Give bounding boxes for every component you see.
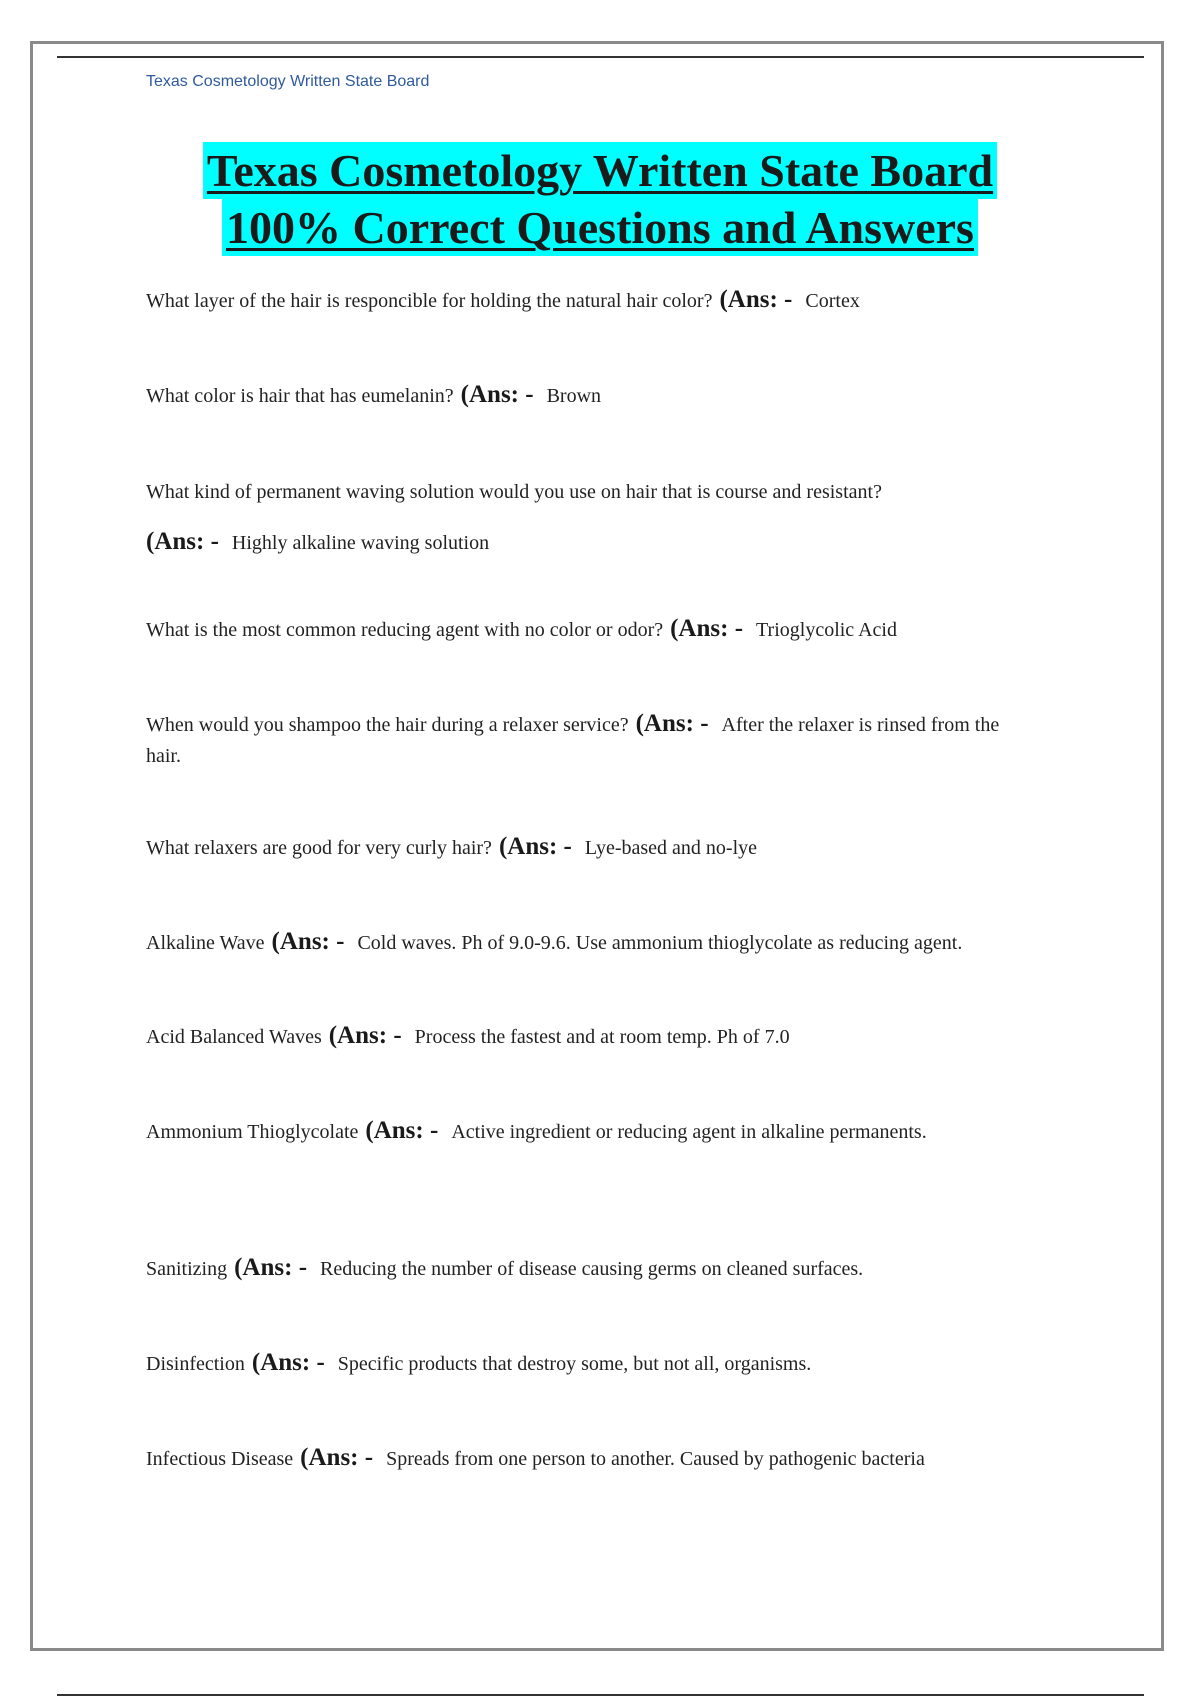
title-line-1: Texas Cosmetology Written State Board xyxy=(203,142,997,199)
answer-text: Specific products that destroy some, but not all, organisms. xyxy=(337,1353,812,1375)
question-text: Infectious Disease xyxy=(146,1448,294,1470)
qa-item xyxy=(146,1252,1066,1285)
qa-item xyxy=(146,379,1066,412)
qa-item xyxy=(146,1020,1066,1053)
answer-text: After the relaxer is rinsed from the hair. xyxy=(146,714,1000,767)
title-line-2: 100% Correct Questions and Answers xyxy=(222,199,978,256)
answer-text: Active ingredient or reducing agent in alkaline permanents. xyxy=(451,1121,927,1143)
answer-label: (Ans: - xyxy=(146,528,219,555)
qa-item xyxy=(146,1347,1066,1380)
qa-item xyxy=(146,708,1026,772)
question-text: Disinfection xyxy=(146,1353,245,1375)
header-rule xyxy=(57,56,1144,58)
question-text: Alkaline Wave xyxy=(146,932,265,954)
answer-label: (Ans: - xyxy=(635,710,709,737)
qa-item xyxy=(146,831,1066,864)
answer-label: (Ans: - xyxy=(234,1254,308,1281)
qa-item xyxy=(146,468,1066,568)
footer-rule xyxy=(57,1694,1144,1696)
answer-label: (Ans: - xyxy=(460,381,534,408)
question-text: What color is hair that has eumelanin? xyxy=(146,385,454,407)
answer-label: (Ans: - xyxy=(300,1444,374,1471)
answer-label: (Ans: - xyxy=(328,1022,402,1049)
answer-text: Trioglycolic Acid xyxy=(756,619,897,641)
answer-label: (Ans: - xyxy=(251,1349,325,1376)
answer-text: Lye-based and no-lye xyxy=(584,837,758,859)
qa-item xyxy=(146,1442,1066,1475)
answer-label: (Ans: - xyxy=(719,286,793,313)
answer-label: (Ans: - xyxy=(670,615,744,642)
qa-item xyxy=(146,284,1066,317)
question-text: What layer of the hair is responcible for holding the natural hair color? xyxy=(146,290,713,312)
answer-text: Reducing the number of disease causing germs on cleaned surfaces. xyxy=(320,1258,864,1280)
document-title xyxy=(60,142,1140,256)
question-text: Ammonium Thioglycolate xyxy=(146,1121,359,1143)
question-text: What kind of permanent waving solution would you use on hair that is course and resistant? xyxy=(146,481,882,503)
qa-item xyxy=(146,1115,1066,1148)
answer-text: Process the fastest and at room temp. Ph of 7.0 xyxy=(414,1026,790,1048)
answer-text: Spreads from one person to another. Caused by pathogenic bacteria xyxy=(386,1448,925,1470)
qa-item xyxy=(146,613,1066,646)
answer-text: Cold waves. Ph of 9.0-9.6. Use ammonium thioglycolate as reducing agent. xyxy=(357,932,963,954)
question-text: What relaxers are good for very curly hair? xyxy=(146,837,492,859)
answer-text: Brown xyxy=(546,385,602,407)
answer-text: Highly alkaline waving solution xyxy=(231,532,490,554)
answer-label: (Ans: - xyxy=(271,928,345,955)
qa-item xyxy=(146,926,1146,959)
question-text: Sanitizing xyxy=(146,1258,228,1280)
question-text: When would you shampoo the hair during a relaxer service? xyxy=(146,714,629,736)
answer-text: Cortex xyxy=(805,290,860,312)
question-text: What is the most common reducing agent with no color or odor? xyxy=(146,619,664,641)
answer-label: (Ans: - xyxy=(365,1117,439,1144)
question-text: Acid Balanced Waves xyxy=(146,1026,322,1048)
running-header: Texas Cosmetology Written State Board xyxy=(146,73,430,90)
answer-label: (Ans: - xyxy=(498,833,572,860)
